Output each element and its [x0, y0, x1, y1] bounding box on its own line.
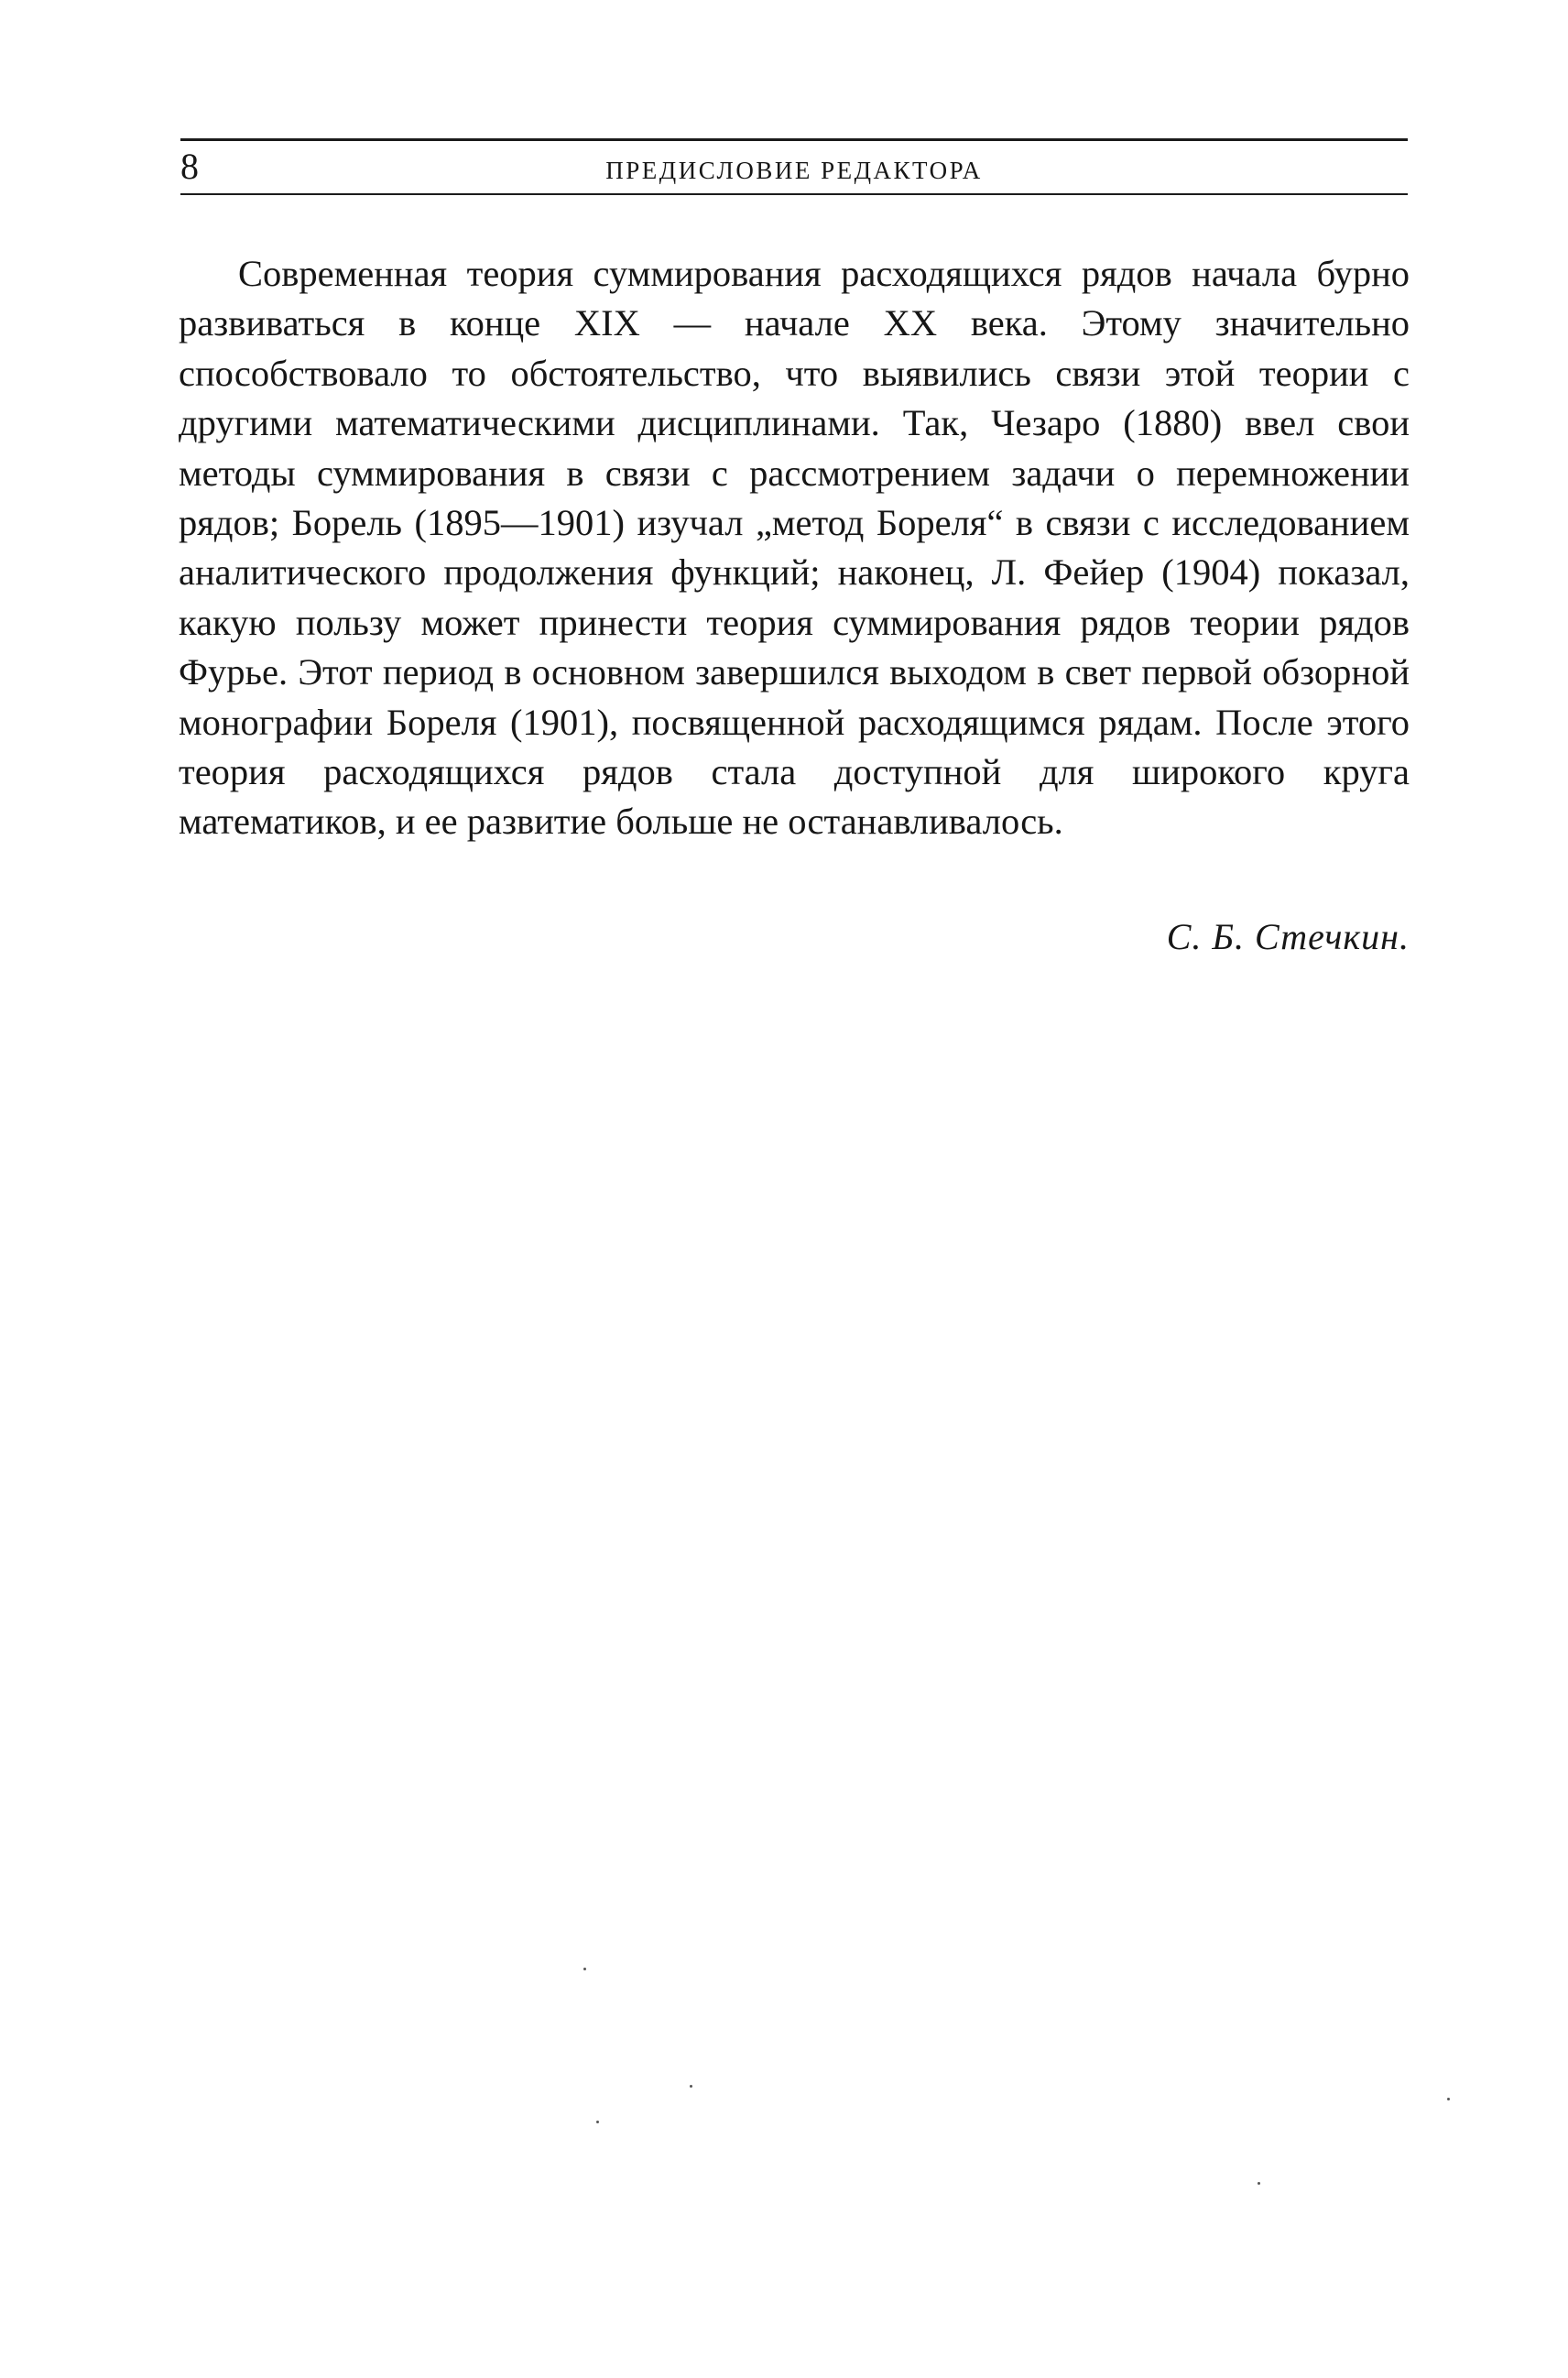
scan-speck: [583, 1968, 586, 1970]
scan-speck: [1258, 2182, 1260, 2185]
header-top-rule: [180, 138, 1408, 141]
header-bottom-rule: [180, 193, 1408, 195]
page-number: 8: [180, 146, 199, 187]
scan-speck: [596, 2121, 599, 2123]
scan-speck: [690, 2085, 692, 2088]
body-paragraph: Современная теория суммирования расходящихся рядов начала бурно развиваться в конце XIX — начале XX века. Этому значительно способствовало то обстоятельство, что выявились связи этой теории с другими математическими дисциплинами. Так, Чезаро (1880) ввел свои методы суммирования в связи с рассмотрением задачи о перемножении рядов; Борель (1895—1901) изучал „метод Бореля“ в связи с исследованием аналитического продолжения функций; наконец, Л. Фейер (1904) показал, какую пользу может принести теория суммирования рядов теории рядов Фурье. Этот период в основном завершился выходом в свет первой обзорной монографии Бореля (1901), посвященной расходящимся рядам. После этого теория расходящихся рядов стала доступной для широкого круга математиков, и ее развитие больше не останавливалось.: [179, 253, 1410, 843]
running-title: ПРЕДИСЛОВИЕ РЕДАКТОРА: [605, 157, 983, 184]
scan-speck: [1447, 2098, 1450, 2100]
author-signature: С. Б. Стечкин.: [1166, 916, 1410, 957]
